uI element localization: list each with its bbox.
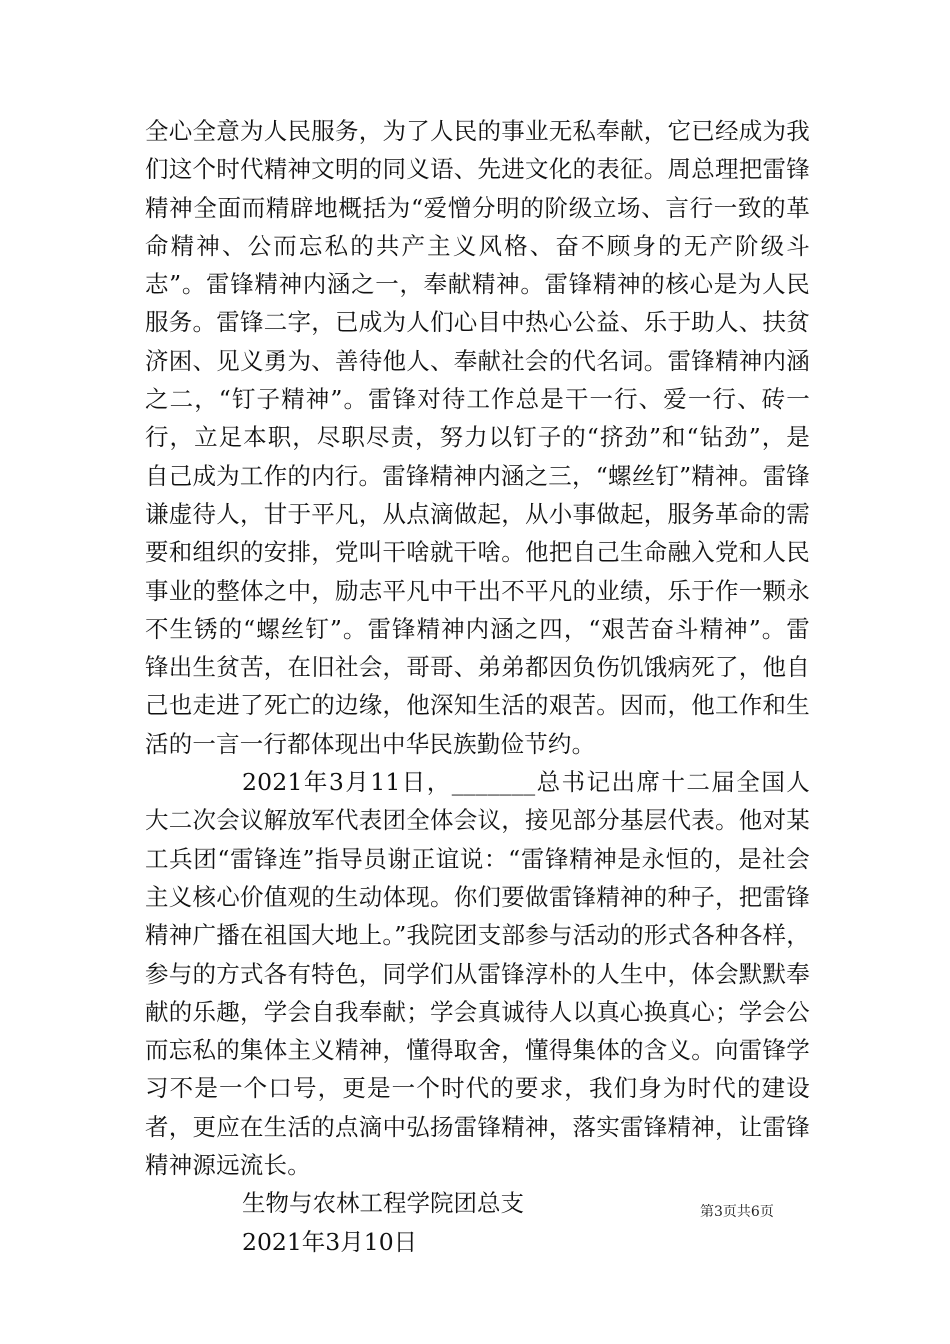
body-paragraph-1: 全心全意为人民服务，为了人民的事业无私奉献，它已经成为我们这个时代精神文明的同义语、先进文化的表征。周总理把雷锋精神全面而精辟地概括为“爱憎分明的阶级立场、言行一致的革命精神、公而忘私的共产主义风格、奋不顾身的无产阶级斗志”。雷锋精神内涵之一，奉献精神。雷锋精神的核心是为人民服务。雷锋二字，已成为人们心目中热心公益、乐于助人、扶贫济困、见义勇为、善待他人、奉献社会的代名词。雷锋精神内涵之二，“钉子精神”。雷锋对待工作总是干一行、爱一行、砖一行，立足本职，尽职尽责，努力以钉子的“挤劲”和“钻劲”，是自己成为工作的内行。雷锋精神内涵之三，“螺丝钉”精神。雷锋谦虚待人，甘于平凡，从点滴做起，从小事做起，服务革命的需要和组织的安排，党叫干啥就干啥。他把自己生命融入党和人民事业的整体之中，励志平凡中干出不平凡的业绩，乐于作一颗永不生锈的“螺丝钉”。雷锋精神内涵之四，“艰苦奋斗精神”。雷锋出生贫苦，在旧社会，哥哥、弟弟都因负伤饥饿病死了，他自己也走进了死亡的边缘，他深知生活的艰苦。因而，他工作和生活的一言一行都体现出中华民族勤俭节约。 [145, 117, 810, 758]
body-paragraph-2: 2021年3月11日，_______总书记出席十二届全国人大二次会议解放军代表团全体会议，接见部分基层代表。他对某工兵团“雷锋连”指导员谢正谊说：“雷锋精神是永恒的，是社会主义核心价值观的生动体现。你们要做雷锋精神的种子，把雷锋精神广播在祖国大地上。”我院团支部参与活动的形式各种各样，参与的方式各有特色，同学们从雷锋淳朴的人生中，体会默默奉献的乐趣，学会自我奉献；学会真诚待人以真心换真心；学会公而忘私的集体主义精神，懂得取舍，懂得集体的含义。向雷锋学习不是一个口号，更是一个时代的要求，我们身为时代的建设者，更应在生活的点滴中弘扬雷锋精神，落实雷锋精神，让雷锋精神源远流长。 [145, 768, 810, 1180]
signature-date: 2021年3月10日 [242, 1227, 418, 1256]
document-body [145, 112, 810, 1261]
signature-organization: 生物与农林工程学院团总支 [242, 1189, 524, 1218]
page-number: 第3页共6页 [700, 1204, 774, 1220]
